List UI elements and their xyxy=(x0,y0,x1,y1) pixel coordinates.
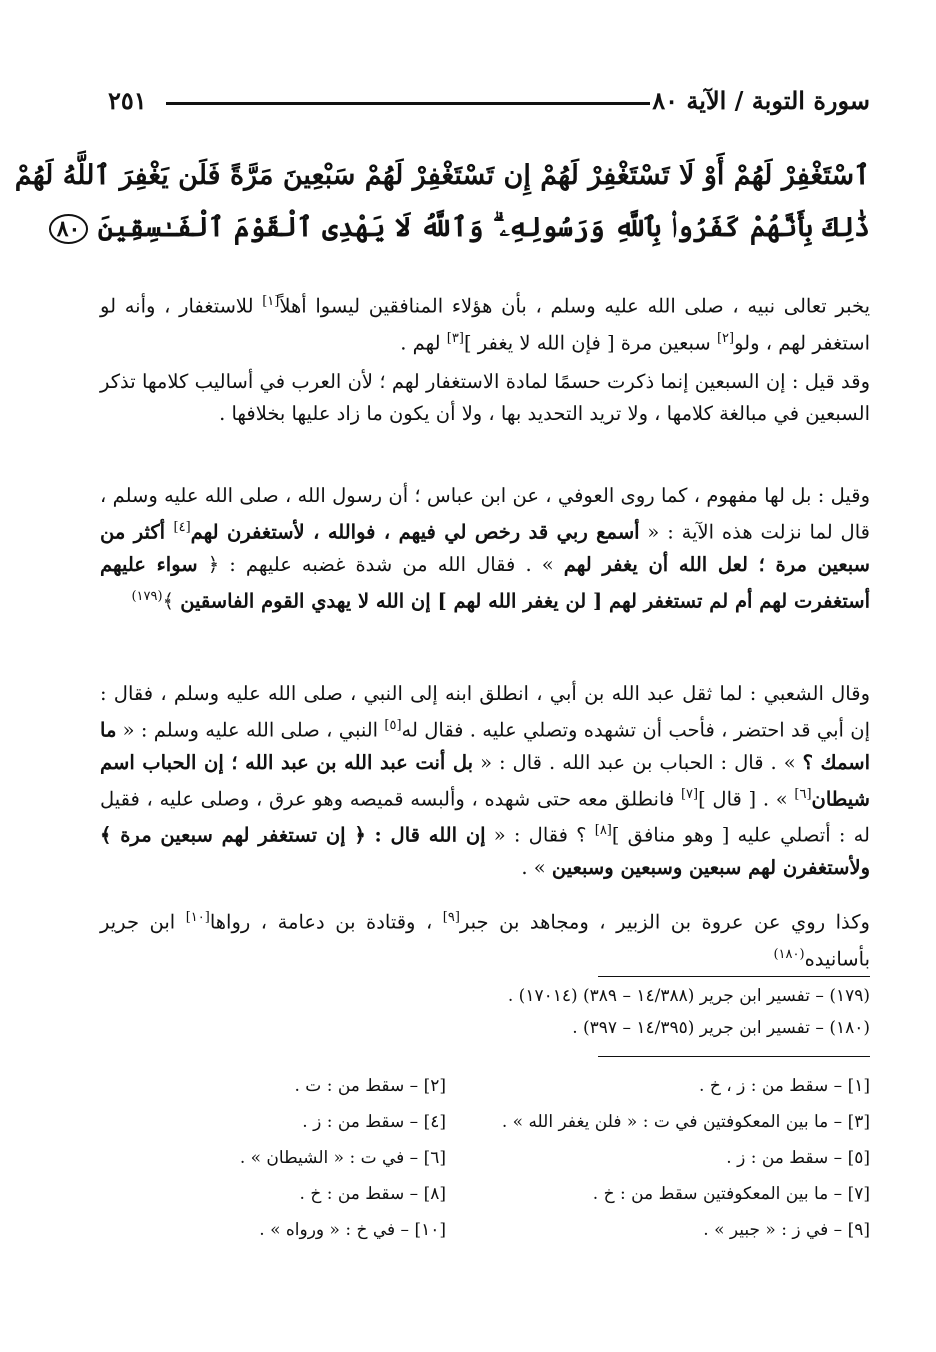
p3-text-a: وقيل : بل لها مفهوم ، كما روى العوفي ، عن ابن عباس ؛ أن رسول الله ، صلى الله عليه وسلم ، قال لما نزلت هذه الآية : « xyxy=(100,484,870,544)
footnote-180: (١٨٠) – تفسير ابن جرير (١٤/٣٩٥ – ٣٩٧) . xyxy=(572,1018,870,1038)
p1-text-b: للاستغفار ، وأنه لو استغفر لهم ، ولو xyxy=(100,294,870,354)
ref-9: [٩] xyxy=(442,910,460,925)
p4-quote-abdullah: بل أنت عبد الله بن عبد الله ؛ إن الحباب اسم شيطان xyxy=(100,750,870,810)
ref-1: [١] xyxy=(262,294,280,309)
variant-note-8: [٨] – سقط من : خ . xyxy=(299,1184,446,1204)
ayah-line-2-text: ذَٰلِكَ بِأَنَّهُمْ كَفَرُوا۟ بِٱللَّهِ وَرَسُولِهِۦ ۗ وَٱللَّهُ لَا يَهْدِى ٱلْقَوْمَ ٱلْفَـٰسِقِينَ xyxy=(97,212,870,243)
variant-note-6: [٦] – في ت : « الشيطان » . xyxy=(239,1148,446,1168)
paragraph-3 xyxy=(100,480,870,617)
p4-text-e: فانطلق معه حتى شهده ، وألبسه قميصه وهو عرق ، وصلى عليه ، فقيل له : أتصلي عليه [ وهو منافق ] xyxy=(100,787,870,847)
page-number: ٢٥١ xyxy=(108,86,147,115)
paragraph-5 xyxy=(100,902,870,975)
p4-text-g: » . xyxy=(521,855,552,879)
p3-text-c: » . فقال الله من شدة غضبه عليهم : ﴿ xyxy=(197,552,564,576)
ref-4: [٤] xyxy=(173,520,191,535)
p1-text-d: لهم . xyxy=(400,331,447,354)
paragraph-1 xyxy=(100,286,870,359)
ref-7: [٧] xyxy=(680,786,699,802)
p4-text-b: النبي ، صلى الله عليه وسلم : « xyxy=(116,718,385,742)
p5-text-a: وكذا روي عن عروة بن الزبير ، ومجاهد بن جبر xyxy=(459,910,870,934)
p4-text-f: ؟ فقال : « xyxy=(485,823,595,847)
surah-title: سورة التوبة / الآية ٨٠ xyxy=(652,86,870,115)
variants-separator xyxy=(598,1056,870,1057)
p3-hadith-a: أسمع ربي قد رخص لي فيهم ، فوالله ، لأستغفرن لهم xyxy=(190,520,640,544)
ref-3: [٣] xyxy=(446,330,464,346)
variant-note-7: [٧] – ما بين المعكوفتين سقط من : خ . xyxy=(592,1184,870,1204)
p3-quran-quote: سواء عليهم أستغفرت لهم أم لم تستغفر لهم [ لن يغفر الله لهم ] إن الله لا يهدي القوم الفاسقين xyxy=(100,552,870,612)
ref-5: [٥] xyxy=(384,718,402,733)
variant-note-10: [١٠] – في خ : « ورواه » . xyxy=(259,1220,446,1240)
p4-text-c: » . قال : الحباب بن عبد الله . قال : « xyxy=(473,750,803,774)
ayah-line-1: ٱسْتَغْفِرْ لَهُمْ أَوْ لَا تَسْتَغْفِرْ لَهُمْ إِن تَسْتَغْفِرْ لَهُمْ سَبْعِينَ مَرَّةً فَلَن يَغْفِرَ ٱللَّهُ لَهُمْ xyxy=(14,160,870,191)
note-179: (١٧٩) xyxy=(131,588,163,604)
ref-2: [٢] xyxy=(716,330,735,346)
variant-note-1: [١] – سقط من : ز ، خ . xyxy=(699,1076,870,1096)
header-rule xyxy=(166,102,650,105)
p4-quote-seventy: إن الله قال : ﴿ إن تستغفر لهم سبعين مرة ﴾ ولأستغفرن لهم سبعين وسبعين وسبعين xyxy=(100,823,870,879)
page-header xyxy=(108,86,870,126)
ref-8: [٨] xyxy=(594,823,612,838)
variant-note-4: [٤] – سقط من : ز . xyxy=(302,1112,446,1132)
ref-6: [٦] xyxy=(794,786,812,802)
ayah-number-marker: ٨٠ xyxy=(49,214,89,244)
ayah-line-2 xyxy=(56,212,870,244)
p4-text-d: » . [ قال ] xyxy=(698,787,795,810)
variant-note-3: [٣] – ما بين المعكوفتين في ت : « فلن يغفر الله » . xyxy=(501,1112,870,1132)
p5-text-b: ، وقتادة بن دعامة ، رواها xyxy=(209,910,443,934)
p5-text-c: ابن جرير بأسانيده xyxy=(100,910,870,970)
variant-note-2: [٢] – سقط من : ت . xyxy=(294,1076,446,1096)
p1-text-c: سبعين مرة [ فإن الله لا يغفر ] xyxy=(463,331,717,354)
p4-text-a: وقال الشعبي : لما ثقل عبد الله بن أبي ، انطلق ابنه إلى النبي ، صلى الله عليه وسلم ، فقال : إن أبي قد احتضر ، فأحب أن تشهده وتصلي عليه . فقال له xyxy=(100,682,871,742)
footnote-separator xyxy=(598,976,870,977)
p3-text-d: ﴾ xyxy=(162,589,181,612)
variant-note-9: [٩] – في ز : « جبير » . xyxy=(703,1220,870,1240)
p4-quote-name: ما اسمك ؟ xyxy=(100,718,871,774)
p3-hadith-b: أكثر من سبعين مرة ؛ لعل الله أن يغفر لهم xyxy=(100,520,870,576)
paragraph-2: وقد قيل : إن السبعين إنما ذكرت حسمًا لمادة الاستغفار لهم ؛ لأن العرب في أساليب كلامها تذكر السبعين في مبالغة كلامها ، ولا تريد التحديد بها ، ولا أن يكون ما زاد عليها بخلافها . xyxy=(100,370,870,425)
variant-note-5: [٥] – سقط من : ز . xyxy=(726,1148,870,1168)
note-180: (١٨٠) xyxy=(773,946,805,962)
p1-text-a: يخبر تعالى نبيه ، صلى الله عليه وسلم ، بأن هؤلاء المنافقين ليسوا أهلاً xyxy=(279,294,871,318)
ref-10: [١٠] xyxy=(185,910,210,925)
footnote-179: (١٧٩) – تفسير ابن جرير (١٤/٣٨٨ – ٣٨٩) (١٧٠١٤) . xyxy=(507,986,870,1006)
paragraph-4 xyxy=(100,678,870,884)
